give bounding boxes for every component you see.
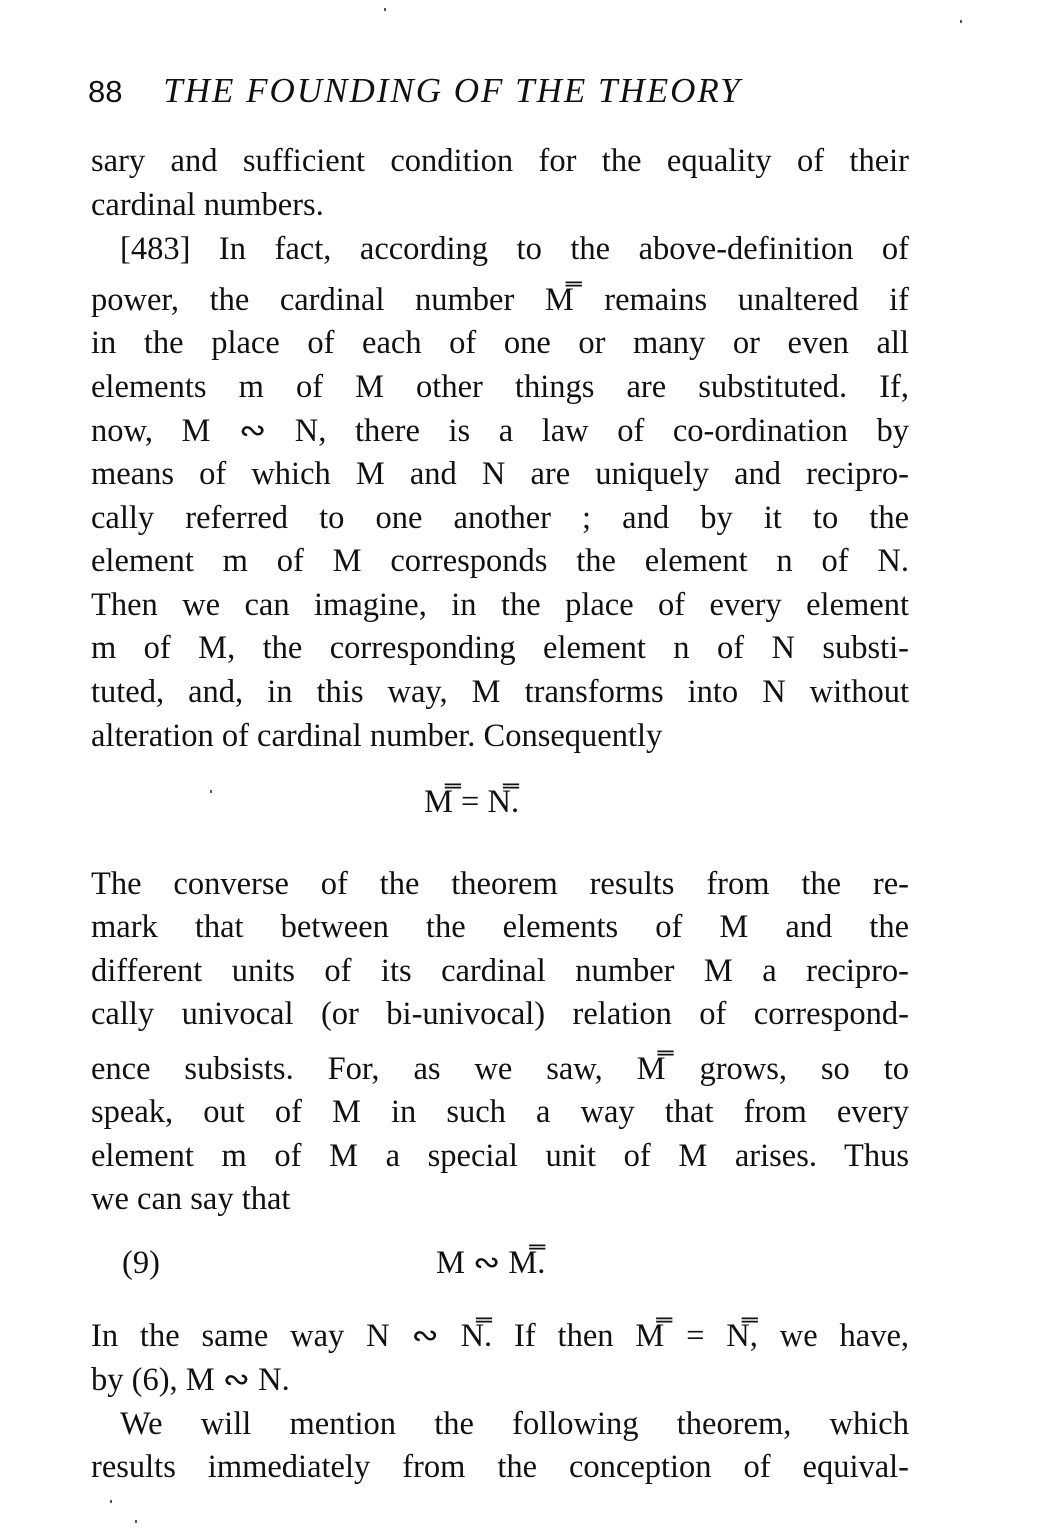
running-header <box>88 66 908 116</box>
text-line: results immediately from the conception of equival- <box>91 1449 909 1485</box>
text-line: element m of M corresponds the element n of N. <box>91 543 909 579</box>
scan-speck <box>110 1500 112 1503</box>
text-line: m of M, the corresponding element n of N substi- <box>91 630 909 666</box>
text-line: we can say that <box>91 1181 291 1217</box>
text-line: in the place of each of one or many or even all <box>91 325 909 361</box>
text-line: Then we can imagine, in the place of every element <box>91 587 909 623</box>
text-line: power, the cardinal number M̿ remains unaltered if <box>91 282 909 318</box>
text-line: In the same way N ∾ N̿. If then M̿ = N̿, we have, <box>91 1318 909 1354</box>
text-line: We will mention the following theorem, which <box>120 1406 909 1442</box>
text-line: means of which M and N are uniquely and recipro- <box>91 456 909 492</box>
scan-speck <box>384 8 386 11</box>
text-line: alteration of cardinal number. Consequently <box>91 718 663 754</box>
text-line: by (6), M ∾ N. <box>91 1362 290 1398</box>
text-line: cardinal numbers. <box>91 187 324 223</box>
text-line: cally referred to one another ; and by it to the <box>91 500 909 536</box>
text-line: mark that between the elements of M and the <box>91 909 909 945</box>
text-line: elements m of M other things are substituted. If, <box>91 369 909 405</box>
scan-speck <box>135 1520 137 1523</box>
running-title: THE FOUNDING OF THE THEORY <box>163 71 742 110</box>
scan-speck <box>210 790 212 793</box>
equation-number: (9) <box>122 1245 160 1281</box>
text-line: cally univocal (or bi-univocal) relation of correspond- <box>91 996 909 1032</box>
text-line: ence subsists. For, as we saw, M̿ grows, so to <box>91 1051 909 1087</box>
equation-cardinal-equality: M̿ = N̿. <box>424 784 520 820</box>
text-line: [483] In fact, according to the above-definition of <box>120 231 909 267</box>
text-line: now, M ∾ N, there is a law of co-ordination by <box>91 413 909 449</box>
equation-expression: M ∾ M̿. <box>436 1245 546 1281</box>
text-line: speak, out of M in such a way that from every <box>91 1094 909 1130</box>
text-line: different units of its cardinal number M a recipro- <box>91 953 909 989</box>
scan-speck <box>960 20 962 23</box>
text-line: The converse of the theorem results from the re- <box>91 866 909 902</box>
text-line: tuted, and, in this way, M transforms into N without <box>91 674 909 710</box>
page-number: 88 <box>88 74 123 109</box>
text-line: sary and sufficient condition for the equality of their <box>91 143 909 179</box>
text-line: element m of M a special unit of M arises. Thus <box>91 1138 909 1174</box>
